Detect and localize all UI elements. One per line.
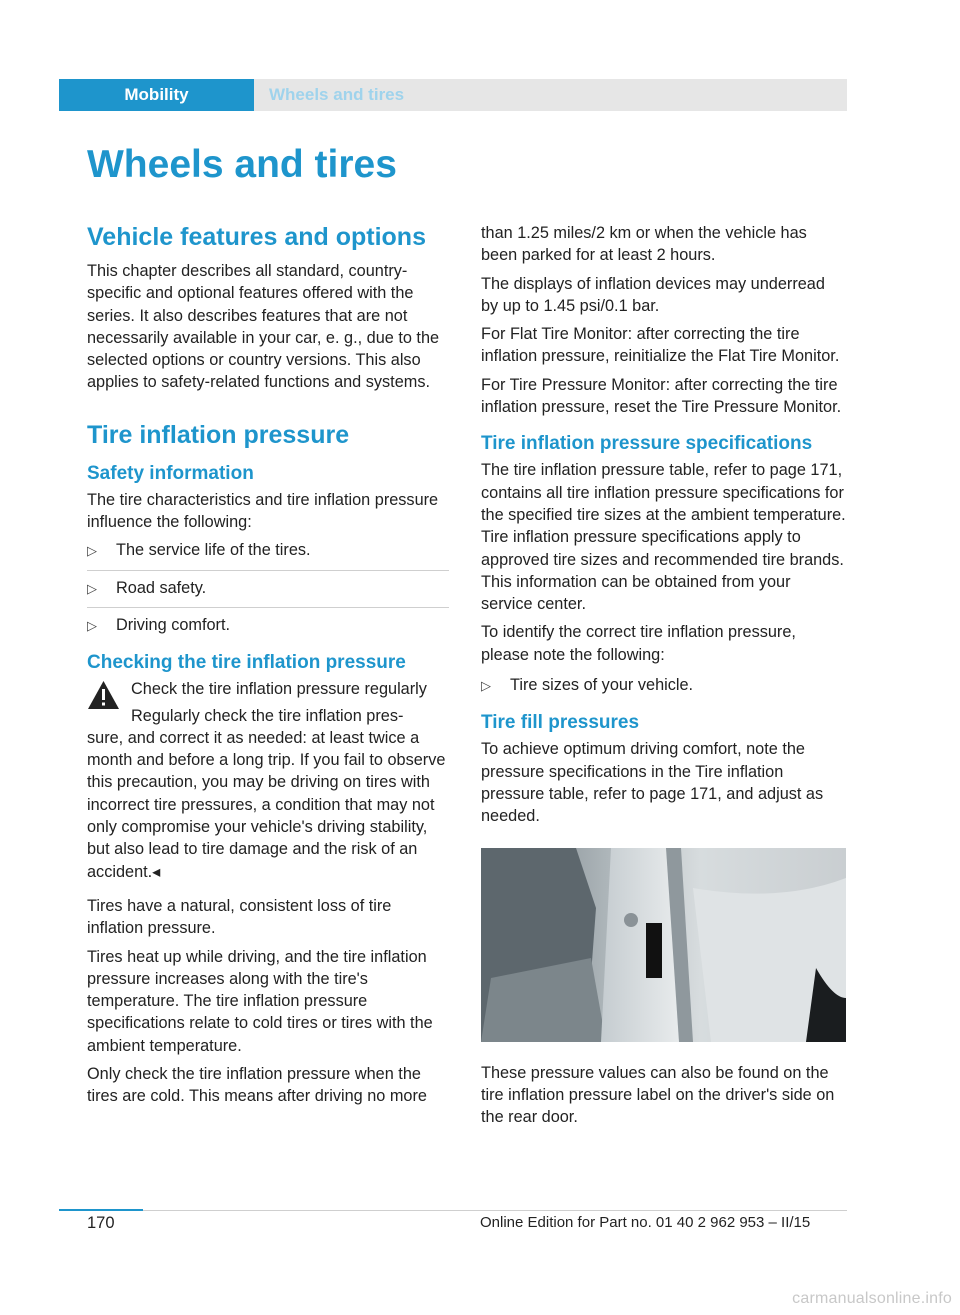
watermark: carmanualsonline.info: [792, 1290, 952, 1307]
list-item: ▷ Driving comfort.: [87, 614, 449, 637]
warning-block: [87, 678, 449, 883]
page-number: 170: [87, 1214, 115, 1232]
flat-tire-text: For Flat Tire Monitor: after correcting the tire inflation pressure, reinitialize the Flat Tire Monitor.: [481, 325, 840, 366]
triangle-right-icon: ▷: [87, 543, 97, 559]
warning-text: sure, and correct it as needed: at least twice a month and before a long trip. If you fail to observe this precaution, you may be driving on tires with incorrect tire pressures, a condition that may not only compromise your vehicle's driving stability, but also lead to tire damage and the risk of an accident.◂: [87, 728, 446, 881]
spec-heading: Tire inflation pressure specifications: [481, 433, 813, 455]
fill-heading: Tire fill pressures: [481, 712, 640, 734]
left-column: [87, 222, 449, 1114]
footer-divider: [143, 1210, 847, 1211]
footer-accent-line: [59, 1209, 143, 1211]
door-pillar-photo: [481, 848, 846, 1042]
spec-text: The tire inflation pressure table, refer to page 171, contains all tire inflation pressure specifications for the specified tire sizes at the ambient temperature. Tire inflation pressure specifications apply to approved tire sizes and recommended tire brands. This information can be obtained from your service center.: [481, 461, 846, 614]
list-item: ▷ Road safety.: [87, 577, 449, 600]
warning-triangle-icon: [87, 680, 120, 710]
list-item: ▷ Tire sizes of your vehicle.: [481, 674, 846, 697]
loss-text: Tires have a natural, consistent loss of tire inflation pressure.: [87, 896, 392, 938]
features-heading: Vehicle features and options: [87, 223, 426, 251]
edition-text: Online Edition for Part no. 01 40 2 962 953 – II/15: [480, 1214, 811, 1231]
cold-text-continued: than 1.25 miles/2 km or when the vehicle has been parked for at least 2 hours.: [481, 224, 807, 265]
divider: [87, 607, 449, 608]
heat-text: Tires heat up while driving, and the tire inflation pressure increases along with the tire's temperature. The tire inflation pressure specifications relate to cold tires or tires with the ambient temperature.: [87, 947, 433, 1055]
safety-heading: Safety information: [87, 462, 254, 484]
triangle-right-icon: ▷: [87, 617, 97, 633]
divider: [87, 570, 449, 571]
header-subsection: Wheels and tires: [269, 85, 405, 104]
fill-text: To achieve optimum driving comfort, note the pressure specifications in the Tire inflation pressure table, refer to page 171, and adjust as needed.: [481, 740, 824, 826]
warning-line: Regularly check the tire inflation pres-: [131, 706, 404, 725]
checking-heading: Checking the tire inflation pressure: [87, 652, 406, 674]
right-column: [481, 222, 846, 1135]
identify-text: To identify the correct tire inflation pressure, please note the following:: [481, 623, 796, 664]
cold-text: Only check the tire inflation pressure when the tires are cold. This means after driving no more: [87, 1065, 427, 1106]
label-text: These pressure values can also be found on the tire inflation pressure label on the driver's side on the rear door.: [481, 1063, 835, 1127]
triangle-right-icon: ▷: [87, 580, 97, 596]
header-section: Mobility: [59, 79, 254, 111]
safety-text: The tire characteristics and tire inflation pressure influence the following:: [87, 490, 439, 532]
triangle-right-icon: ▷: [481, 678, 491, 694]
page-title: Wheels and tires: [87, 143, 397, 186]
list-item: ▷ The service life of the tires.: [87, 539, 449, 562]
pressure-heading: Tire inflation pressure: [87, 420, 350, 449]
features-text: This chapter describes all standard, country-specific and optional features offered with the series. It also describes features that are not necessarily available in your car, e. g., due to the selected options or country versions. This also applies to safety-related functions and systems.: [87, 262, 440, 392]
displays-text: The displays of inflation devices may underread by up to 1.45 psi/0.1 bar.: [481, 274, 825, 315]
tpm-text: For Tire Pressure Monitor: after correcting the tire inflation pressure, reset the Tire Pressure Monitor.: [481, 375, 842, 417]
warning-title: Check the tire inflation pressure regularly: [131, 680, 427, 699]
